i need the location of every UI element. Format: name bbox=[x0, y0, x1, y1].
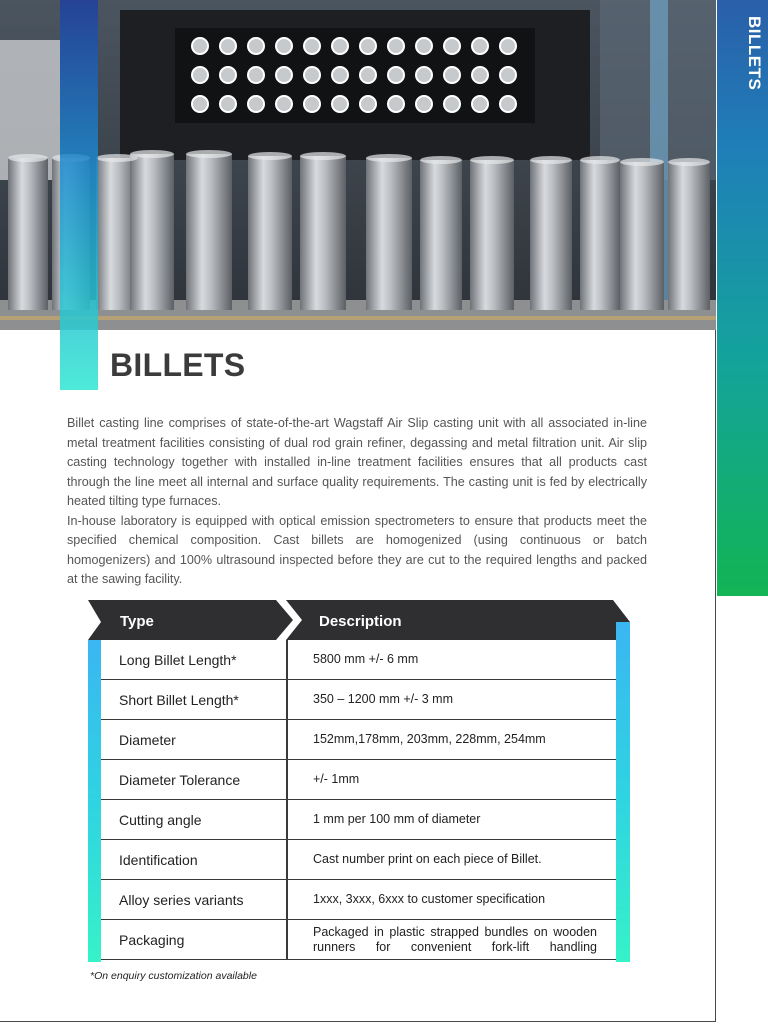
side-tab-label: BILLETS bbox=[745, 16, 764, 91]
table-row bbox=[101, 720, 616, 760]
accent-stripe bbox=[60, 0, 98, 390]
page-title: BILLETS bbox=[110, 347, 246, 383]
cell-description: +/- 1mm bbox=[313, 772, 360, 786]
header-description: Description bbox=[319, 613, 402, 630]
cell-type: Diameter bbox=[119, 731, 176, 748]
cell-description: 350 – 1200 mm +/- 3 mm bbox=[313, 692, 453, 706]
table-row bbox=[101, 920, 616, 960]
cell-type: Diameter Tolerance bbox=[119, 771, 241, 788]
table-accent-right bbox=[616, 622, 630, 962]
table-row bbox=[101, 640, 616, 680]
cell-description: 5800 mm +/- 6 mm bbox=[313, 652, 419, 666]
table-row bbox=[101, 880, 616, 920]
spec-table bbox=[88, 600, 630, 954]
paragraph-laboratory: In-house laboratory is equipped with optical emission spectrometers to ensure that products meet the specified chemical composition. Cast billets are homogenized (using continuous or batch homogenizers) and 100% ultrasound inspected before they are cut to the required lengths and packed at the sawing facility. bbox=[67, 513, 647, 586]
cell-description: 1xxx, 3xxx, 6xxx to customer specification bbox=[313, 892, 546, 906]
paragraph-casting: Billet casting line comprises of state-of-the-art Wagstaff Air Slip casting unit with all associated in-line metal treatment facilities consisting of dual rod grain refiner, degassing and metal filtration unit. Air slip casting technology together with installed in-line treatment facilities ensures that all products cast through the line meet all internal and surface quality requirements. The casting unit is fed by electrically heated tilting type furnaces. bbox=[67, 416, 647, 508]
table-body bbox=[101, 640, 616, 960]
cell-description: 152mm,178mm, 203mm, 228mm, 254mm bbox=[313, 732, 546, 746]
table-row bbox=[101, 760, 616, 800]
table-row bbox=[101, 800, 616, 840]
header-type: Type bbox=[120, 613, 154, 630]
cell-description: Cast number print on each piece of Billet. bbox=[313, 852, 542, 866]
cell-type: Packaging bbox=[119, 931, 185, 948]
table-row bbox=[101, 680, 616, 720]
billets-photo-illustration bbox=[0, 0, 716, 330]
table-accent-left bbox=[88, 640, 101, 962]
cell-description: 1 mm per 100 mm of diameter bbox=[313, 812, 481, 826]
body-text bbox=[67, 414, 647, 590]
cell-type: Short Billet Length* bbox=[119, 691, 239, 708]
cell-type: Long Billet Length* bbox=[119, 651, 237, 668]
hero-photo bbox=[0, 0, 716, 330]
footnote: *On enquiry customization available bbox=[90, 970, 257, 982]
cell-type: Identification bbox=[119, 851, 198, 868]
cell-description: Packaged in plastic strapped bundles on wooden runners for convenient fork-lift handling bbox=[313, 924, 597, 954]
table-row bbox=[101, 840, 616, 880]
cell-type: Alloy series variants bbox=[119, 891, 244, 908]
table-header bbox=[88, 600, 630, 640]
cell-type: Cutting angle bbox=[119, 811, 202, 828]
